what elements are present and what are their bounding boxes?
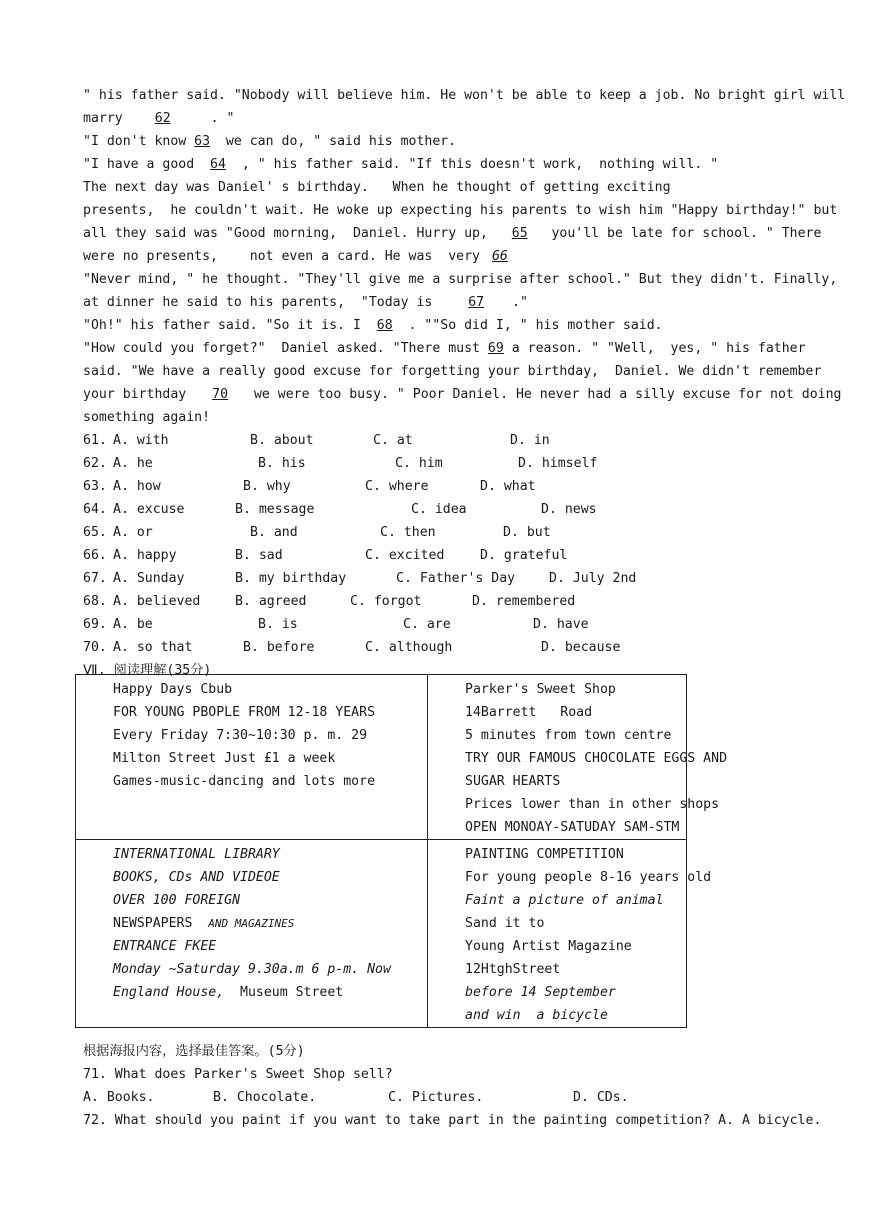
blank-62: 62 xyxy=(154,111,171,126)
poster-painting xyxy=(428,840,712,1028)
option-d[interactable]: D. himself xyxy=(518,456,598,471)
poster-line xyxy=(113,981,419,1004)
option-row xyxy=(83,590,793,613)
poster-line: Sand it to xyxy=(465,916,545,931)
poster-line: OPEN MONOAY-SATUDAY SAM-STM xyxy=(465,820,680,835)
passage-text: your birthday xyxy=(83,387,203,402)
option-a[interactable]: A. Sunday xyxy=(113,571,185,586)
poster-line: INTERNATIONAL LIBRARY xyxy=(113,847,280,862)
option-c[interactable]: C. although xyxy=(365,640,453,655)
passage-text: a reason. " "Well, yes, " his father xyxy=(503,341,806,356)
option-c[interactable]: C. Pictures. xyxy=(388,1090,484,1105)
option-b[interactable]: B. and xyxy=(250,525,298,540)
option-c[interactable]: C. where xyxy=(365,479,429,494)
passage-line: The next day was Daniel' s birthday. When he thought of getting exciting xyxy=(83,180,671,195)
poster-line: For young people 8-16 years old xyxy=(465,870,712,885)
option-row xyxy=(83,452,793,475)
passage-line xyxy=(83,130,793,153)
passage-text: we can do, " said his mother. xyxy=(210,134,457,149)
poster-line: ENTRANCE FKEE xyxy=(113,939,217,954)
poster-line: Games-music-dancing and lots more xyxy=(113,774,376,789)
question-number: 70. xyxy=(83,640,107,655)
option-row xyxy=(83,475,793,498)
option-list xyxy=(83,429,793,659)
question-number: 63. xyxy=(83,479,107,494)
poster-line: OVER 100 FOREIGN xyxy=(113,893,241,908)
question-number: 65. xyxy=(83,525,107,540)
passage-text: all they said was "Good morning, Daniel. Hurry up, xyxy=(83,226,512,241)
instruction: 根据海报内容，选择最佳答案。(5分) xyxy=(83,1044,305,1059)
option-b[interactable]: B. agreed xyxy=(235,594,307,609)
poster-line: Prices lower than in other shops xyxy=(465,797,720,812)
option-d[interactable]: D. because xyxy=(541,640,621,655)
option-a[interactable]: A. so that xyxy=(113,640,193,655)
passage-text: at dinner he said to his parents, "Today is xyxy=(83,295,457,310)
passage-text: "How could you forget?" Daniel asked. "There must xyxy=(83,341,488,356)
poster-line: TRY OUR FAMOUS CHOCOLATE EGGS AND xyxy=(465,751,728,766)
poster-line: Monday ~Saturday 9.30a.m 6 p-m. Now xyxy=(113,962,391,977)
option-row xyxy=(83,636,793,659)
poster-line: 12HtghStreet xyxy=(465,962,561,977)
poster-line: Young Artist Magazine xyxy=(465,939,632,954)
passage-text: , " his father said. "If this doesn't work, nothing will. " xyxy=(225,157,719,172)
poster-line: 5 minutes from town centre xyxy=(465,728,672,743)
option-d[interactable]: D. but xyxy=(503,525,551,540)
option-c[interactable]: C. him xyxy=(395,456,443,471)
option-row xyxy=(83,567,793,590)
option-d[interactable]: D. news xyxy=(541,502,597,517)
option-c[interactable]: C. forgot xyxy=(350,594,422,609)
blank-70: 70 xyxy=(212,387,229,402)
poster-line: Every Friday 7:30~10:30 p. m. 29 xyxy=(113,728,368,743)
poster-club xyxy=(76,675,428,840)
passage-text: . " xyxy=(202,111,235,126)
poster-line: 14Barrett Road xyxy=(465,705,593,720)
passage-line: "Never mind, " he thought. "They'll give me a surprise after school." But they didn't. Finally, xyxy=(83,272,838,287)
poster-library xyxy=(76,840,428,1028)
option-a[interactable]: A. happy xyxy=(113,548,177,563)
passage-line xyxy=(83,337,806,360)
question-number: 69. xyxy=(83,617,107,632)
option-b[interactable]: B. my birthday xyxy=(235,571,347,586)
question-number: 62. xyxy=(83,456,107,471)
reading-questions xyxy=(83,1040,822,1132)
question-number: 64. xyxy=(83,502,107,517)
option-d[interactable]: D. grateful xyxy=(480,548,568,563)
poster-line: Happy Days Cbub xyxy=(113,682,233,697)
option-row xyxy=(83,521,793,544)
passage-line: " his father said. "Nobody will believe him. He won't be able to keep a job. No bright girl will xyxy=(83,88,846,103)
option-d[interactable]: D. CDs. xyxy=(573,1090,629,1105)
poster-line: Milton Street Just £1 a week xyxy=(113,751,336,766)
option-b[interactable]: B. about xyxy=(250,433,314,448)
poster-text: England House, xyxy=(113,985,225,1000)
option-a[interactable]: A. believed xyxy=(113,594,201,609)
option-d[interactable]: D. July 2nd xyxy=(549,571,637,586)
option-c[interactable]: C. excited xyxy=(365,548,445,563)
option-c[interactable]: C. Father's Day xyxy=(396,571,516,586)
poster-sweet-shop xyxy=(428,675,728,840)
option-b[interactable]: B. message xyxy=(235,502,315,517)
passage-line xyxy=(83,222,822,245)
poster-line xyxy=(465,889,678,912)
option-a[interactable]: A. how xyxy=(113,479,161,494)
cloze-passage xyxy=(83,84,846,681)
poster-line: PAINTING COMPETITION xyxy=(465,847,624,862)
passage-line xyxy=(83,291,793,314)
passage-line xyxy=(83,107,793,130)
question-number: 67. xyxy=(83,571,107,586)
question-number: 68. xyxy=(83,594,107,609)
passage-text: were no presents, not even a card. He was very xyxy=(83,249,488,264)
poster-text: Museum Street xyxy=(224,985,344,1000)
option-row xyxy=(83,429,793,452)
option-d[interactable]: D. in xyxy=(510,433,550,448)
passage-line: said. "We have a really good excuse for forgetting your birthday, Daniel. We didn't remember xyxy=(83,364,822,379)
question-number: 61. xyxy=(83,433,107,448)
option-row xyxy=(83,498,793,521)
passage-text: "I don't know xyxy=(83,134,195,149)
poster-line: Parker's Sweet Shop xyxy=(465,682,616,697)
option-a[interactable]: A. or xyxy=(113,525,153,540)
poster-line: SUGAR HEARTS xyxy=(465,774,561,789)
passage-text: "I have a good xyxy=(83,157,211,172)
blank-66: 66 xyxy=(491,249,508,264)
poster-text: AND MAGAZINES xyxy=(208,917,295,930)
poster-line: before 14 September xyxy=(465,985,616,1000)
question-number: 66. xyxy=(83,548,107,563)
poster-line: FOR YOUNG PBOPLE FROM 12-18 YEARS xyxy=(113,705,376,720)
poster-table xyxy=(75,674,728,1028)
blank-64: 64 xyxy=(210,157,226,172)
option-a[interactable]: A. with xyxy=(113,433,169,448)
option-c[interactable]: C. then xyxy=(380,525,436,540)
passage-text: we were too busy. " Poor Daniel. He never had a silly excuse for not doing xyxy=(238,387,842,402)
passage-text: "Oh!" his father said. "So it is. I xyxy=(83,318,377,333)
option-b[interactable]: B. sad xyxy=(235,548,283,563)
option-c[interactable]: C. are xyxy=(403,617,451,632)
option-a[interactable]: A. he xyxy=(113,456,153,471)
passage-line xyxy=(83,245,793,268)
option-b[interactable]: B. Chocolate. xyxy=(213,1090,317,1105)
option-b[interactable]: B. is xyxy=(258,617,298,632)
blank-68: 68 xyxy=(376,318,393,333)
passage-text: marry xyxy=(83,111,123,126)
poster-line: and win a bicycle xyxy=(465,1008,608,1023)
option-c[interactable]: C. at xyxy=(373,433,413,448)
option-a[interactable]: A. excuse xyxy=(113,502,185,517)
option-b[interactable]: B. his xyxy=(258,456,306,471)
option-row xyxy=(83,544,793,567)
option-row xyxy=(83,613,793,636)
option-row xyxy=(83,1086,793,1109)
option-c[interactable]: C. idea xyxy=(411,502,467,517)
passage-text: ." xyxy=(496,295,528,310)
blank-65: 65 xyxy=(511,226,528,241)
passage-line xyxy=(83,314,793,337)
poster-text: Faint a picture of xyxy=(465,893,608,908)
passage-line xyxy=(83,153,793,176)
passage-text: . ""So did I, " his mother said. xyxy=(392,318,663,333)
option-b[interactable]: B. why xyxy=(243,479,291,494)
option-a[interactable]: A. Books. xyxy=(83,1090,155,1105)
option-d[interactable]: D. what xyxy=(480,479,536,494)
poster-text: NEWSPAPERS xyxy=(113,916,193,931)
blank-69: 69 xyxy=(487,341,504,356)
question-72: 72. What should you paint if you want to take part in the painting competition? A. A bicycle. xyxy=(83,1113,822,1128)
option-d[interactable]: D. have xyxy=(533,617,589,632)
blank-63: 63 xyxy=(194,134,211,149)
passage-line xyxy=(83,383,842,406)
blank-67: 67 xyxy=(468,295,485,310)
section-title: Ⅶ. 阅读理解(35分) xyxy=(83,663,212,678)
option-d[interactable]: D. remembered xyxy=(472,594,576,609)
poster-line: BOOKS, CDs AND VIDEOE xyxy=(113,870,280,885)
passage-line: presents, he couldn't wait. He woke up expecting his parents to wish him "Happy birthday!" but xyxy=(83,203,838,218)
passage-text: you'll be late for school. " There xyxy=(527,226,822,241)
poster-line xyxy=(113,912,419,935)
option-b[interactable]: B. before xyxy=(243,640,315,655)
question-71: 71. What does Parker's Sweet Shop sell? xyxy=(83,1067,393,1082)
poster-text: animal xyxy=(607,893,664,908)
passage-line: something again! xyxy=(83,410,211,425)
option-a[interactable]: A. be xyxy=(113,617,153,632)
